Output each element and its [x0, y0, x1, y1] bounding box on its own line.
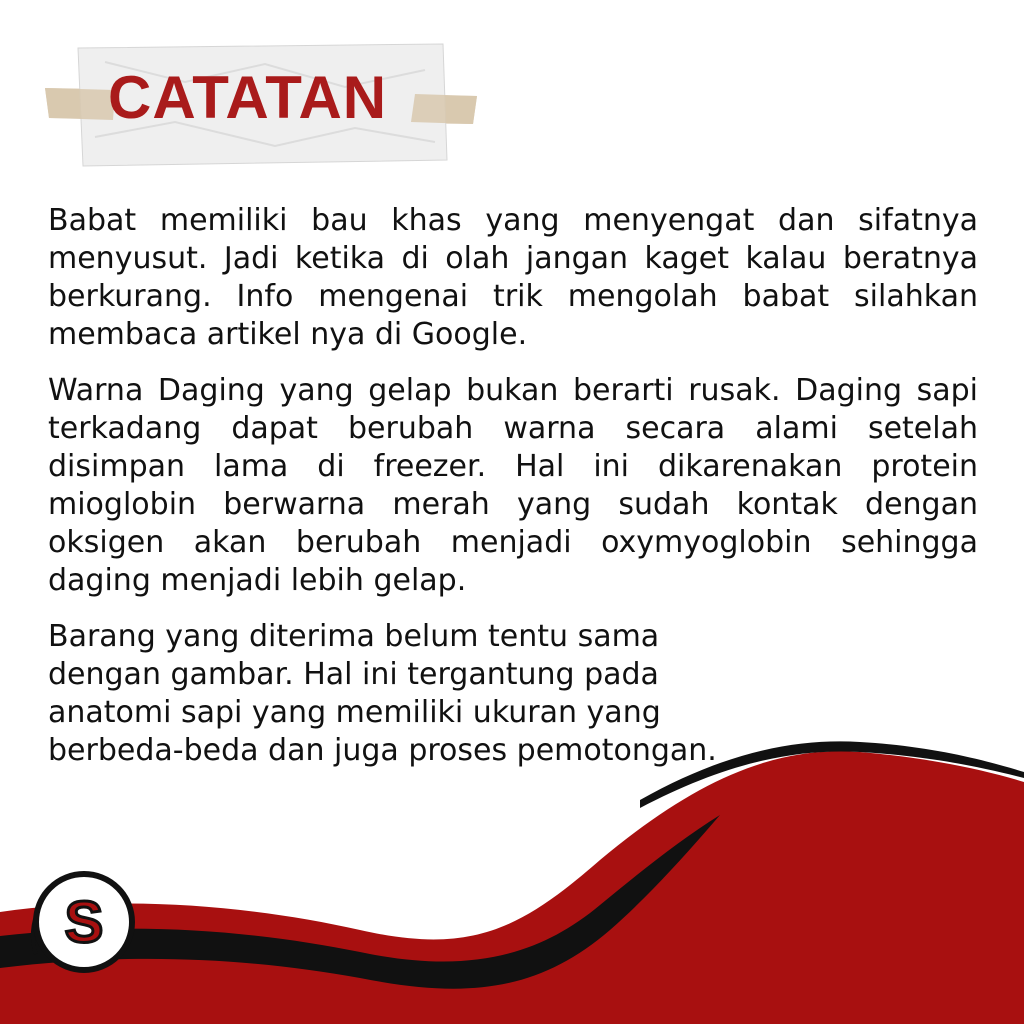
- notes-body: [48, 202, 978, 788]
- note-paragraph: Barang yang diterima belum tentu sama dengan gambar. Hal ini tergantung pada anatomi sapi yang memiliki ukuran yang berbeda-beda dan juga proses pemotongan.: [48, 619, 717, 768]
- svg-text:S: S: [64, 890, 104, 955]
- note-paragraph: Warna Daging yang gelap bukan berarti rusak. Daging sapi terkadang dapat berubah warna secara alami setelah disimpan lama di freezer. Hal ini dikarenakan protein mioglobin berwarna merah yang sudah kontak dengan oksigen akan berubah menjadi oxymyoglobin sehingga daging menjadi lebih gelap.: [48, 373, 978, 598]
- page-title: CATATAN: [108, 64, 388, 131]
- note-paragraph: Babat memiliki bau khas yang menyengat dan sifatnya menyusut. Jadi ketika di olah jangan kaget kalau beratnya berkurang. Info mengenai trik mengolah babat silahkan membaca artikel nya di Google.: [48, 203, 978, 352]
- s-logo-icon: [22, 866, 142, 986]
